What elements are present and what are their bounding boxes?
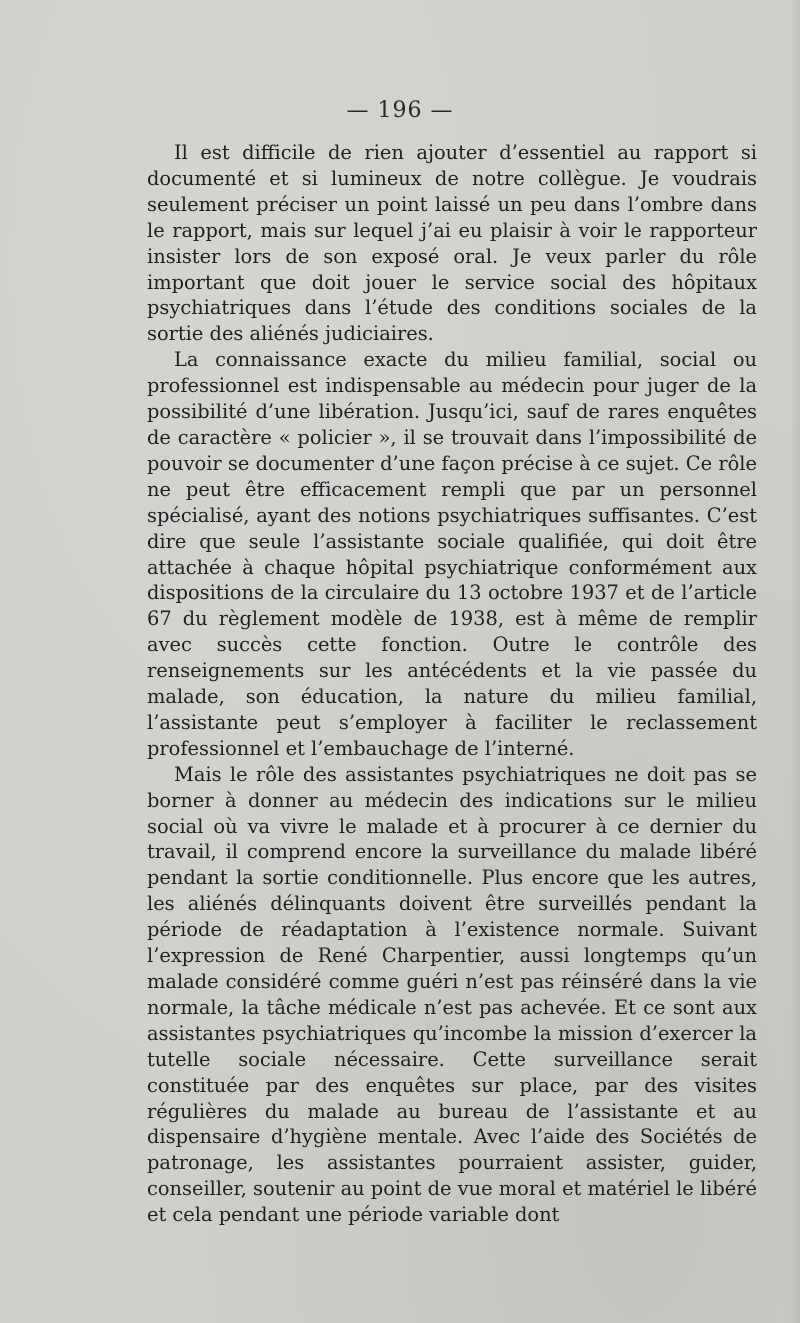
paragraph-2: La connaissance exacte du milieu familial, social ou professionnel est indispensable au médecin pour juger de la possibilité d’une libération. Jusqu’ici, sauf de rares enquêtes de caractère « policier », il se trouvait dans l’impossibilité de pouvoir se documenter d’une façon précise à ce sujet. Ce rôle ne peut être efficacement rempli que par un personnel spécialisé, ayant des notions psychiatriques suffisantes. C’est dire que seule l’assistante sociale qualifiée, qui doit être attachée à chaque hôpital psychiatrique conformément aux dispositions de la circulaire du 13 octobre 1937 et de l’article 67 du règlement modèle de 1938, est à même de remplir avec succès cette fonction. Outre le contrôle des renseignements sur les antécédents et la vie passée du malade, son éducation, la nature du milieu familial, l’assistante peut s’employer à faciliter le reclassement professionnel et l’embauchage de l’interné. [147,348,757,760]
page-number: — 196 — [346,98,454,123]
paragraph-1: Il est difficile de rien ajouter d’essentiel au rapport si documenté et si lumineux de notre collègue. Je voudrais seulement préciser un point laissé un peu dans l’ombre dans le rapport, mais sur lequel j’ai eu plaisir à voir le rapporteur insister lors de son exposé oral. Je veux parler du rôle important que doit jouer le service social des hôpitaux psychiatriques dans l’étude des conditions sociales de la sortie des aliénés judiciaires. [147,141,757,346]
paragraph-3: Mais le rôle des assistantes psychiatriques ne doit pas se borner à donner au médecin des indications sur le milieu social où va vivre le malade et à procurer à ce dernier du travail, il comprend encore la surveillance du malade libéré pendant la sortie conditionnelle. Plus encore que les autres, les aliénés délinquants doivent être surveillés pendant la période de réadaptation à l’existence normale. Suivant l’expression de René Charpentier, aussi longtemps qu’un malade considéré comme guéri n’est pas réinséré dans la vie normale, la tâche médicale n’est pas achevée. Et ce sont aux assistantes psychiatriques qu’incombe la mission d’exercer la tutelle sociale nécessaire. Cette surveillance serait constituée par des enquêtes sur place, par des visites régulières du malade au bureau de l’assistante et au dispensaire d’hygiène mentale. Avec l’aide des Sociétés de patronage, les assistantes pourraient assister, guider, conseiller, soutenir au point de vue moral et matériel le libéré et cela pendant une période variable dont [147,762,757,1227]
body-text [147,140,757,1228]
scan-edge-shadow [790,0,800,1323]
